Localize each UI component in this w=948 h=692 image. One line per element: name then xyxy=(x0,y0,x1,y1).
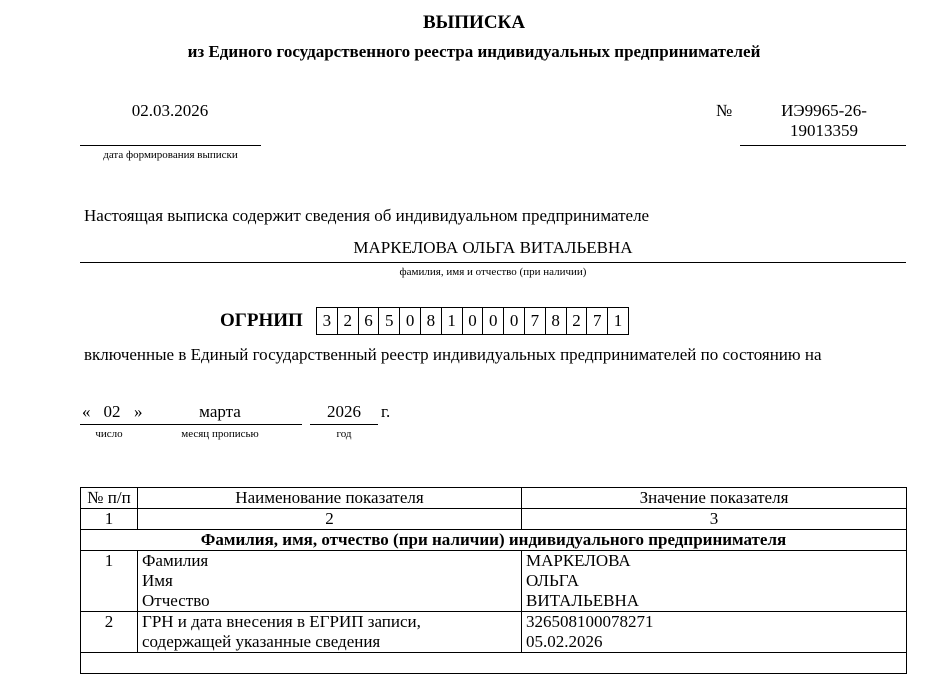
intro-text: Настоящая выписка содержит сведения об индивидуальном предпринимателе xyxy=(84,206,650,225)
ogrnip-digit: 2 xyxy=(566,307,588,335)
as-of-day-caption: число xyxy=(95,428,123,440)
entrepreneur-name: МАРКЕЛОВА ОЛЬГА ВИТАЛЬЕВНА xyxy=(353,238,633,257)
table-section-row xyxy=(81,530,907,551)
row-number: 1 xyxy=(81,551,138,612)
info-table xyxy=(80,487,907,674)
date-open-quote: « xyxy=(82,402,91,421)
statement-number-line2: 19013359 xyxy=(790,121,858,140)
date-close-quote: » xyxy=(134,402,143,421)
ogrnip-digit: 0 xyxy=(462,307,484,335)
table-numbering-row xyxy=(81,509,907,530)
value-grn-date: 05.02.2026 xyxy=(526,632,603,651)
ogrnip-digit: 0 xyxy=(503,307,525,335)
ogrnip-digit: 8 xyxy=(420,307,442,335)
ogrnip-digit: 6 xyxy=(358,307,380,335)
statement-number xyxy=(742,101,906,141)
entrepreneur-name-underline xyxy=(80,262,906,263)
ogrnip-digit: 5 xyxy=(378,307,400,335)
statement-number-underline xyxy=(740,145,906,146)
as-of-year: 2026 xyxy=(327,402,361,421)
ogrnip-digit: 2 xyxy=(337,307,359,335)
indicator-first-name: Имя xyxy=(142,571,173,590)
formation-date-caption: дата формирования выписки xyxy=(103,149,238,161)
numbering-cell: 2 xyxy=(138,509,522,530)
header-cell-indicator: Наименование показателя xyxy=(138,488,522,509)
number-sign: № xyxy=(716,101,733,120)
header-cell-value: Значение показателя xyxy=(522,488,907,509)
value-patronymic: ВИТАЛЬЕВНА xyxy=(526,591,639,610)
as-of-month-underline xyxy=(138,424,302,425)
included-text: включенные в Единый государственный реестр индивидуальных предпринимателей по состоянию на xyxy=(84,345,822,364)
value-grn: 326508100078271 xyxy=(526,612,654,631)
ogrnip-digit: 8 xyxy=(545,307,567,335)
value-surname: МАРКЕЛОВА xyxy=(526,551,631,570)
row-indicator-names xyxy=(138,612,522,653)
as-of-month: марта xyxy=(199,402,241,421)
indicator-surname: Фамилия xyxy=(142,551,209,570)
ogrnip-digit: 7 xyxy=(586,307,608,335)
indicator-grn-line1: ГРН и дата внесения в ЕГРИП записи, xyxy=(142,612,421,631)
ogrnip-digit: 7 xyxy=(524,307,546,335)
row-indicator-values xyxy=(522,551,907,612)
formation-date: 02.03.2026 xyxy=(131,101,209,120)
row-indicator-names xyxy=(138,551,522,612)
value-first-name: ОЛЬГА xyxy=(526,571,579,590)
ogrnip-digit-boxes xyxy=(316,307,629,335)
as-of-year-suffix: г. xyxy=(381,402,391,421)
indicator-patronymic: Отчество xyxy=(142,591,210,610)
as-of-year-underline xyxy=(310,424,378,425)
table-row-cutoff xyxy=(81,653,907,674)
statement-number-line1: ИЭ9965-26- xyxy=(781,101,867,120)
as-of-year-caption: год xyxy=(336,428,352,440)
indicator-grn-line2: содержащей указанные сведения xyxy=(142,632,381,651)
as-of-day: 02 xyxy=(103,402,121,421)
numbering-cell: 1 xyxy=(81,509,138,530)
header-cell-number: № п/п xyxy=(81,488,138,509)
entrepreneur-name-caption: фамилия, имя и отчество (при наличии) xyxy=(399,266,587,278)
row-indicator-values xyxy=(522,612,907,653)
document-title: ВЫПИСКА xyxy=(422,12,526,33)
section-title: Фамилия, имя, отчество (при наличии) индивидуального предпринимателя xyxy=(81,530,907,551)
table-row xyxy=(81,551,907,612)
ogrnip-digit: 0 xyxy=(399,307,421,335)
ogrnip-digit: 1 xyxy=(441,307,463,335)
ogrnip-digit: 3 xyxy=(316,307,338,335)
ogrnip-label: ОГРНИП xyxy=(220,310,303,331)
document-subtitle: из Единого государственного реестра индивидуальных предпринимателей xyxy=(187,42,761,61)
row-number: 2 xyxy=(81,612,138,653)
ogrnip-digit: 0 xyxy=(482,307,504,335)
table-row-partial xyxy=(81,653,907,674)
as-of-day-underline xyxy=(80,424,138,425)
numbering-cell: 3 xyxy=(522,509,907,530)
table-header-row xyxy=(81,488,907,509)
formation-date-underline xyxy=(80,145,261,146)
ogrnip-digit: 1 xyxy=(607,307,629,335)
table-row xyxy=(81,612,907,653)
as-of-month-caption: месяц прописью xyxy=(181,428,259,440)
